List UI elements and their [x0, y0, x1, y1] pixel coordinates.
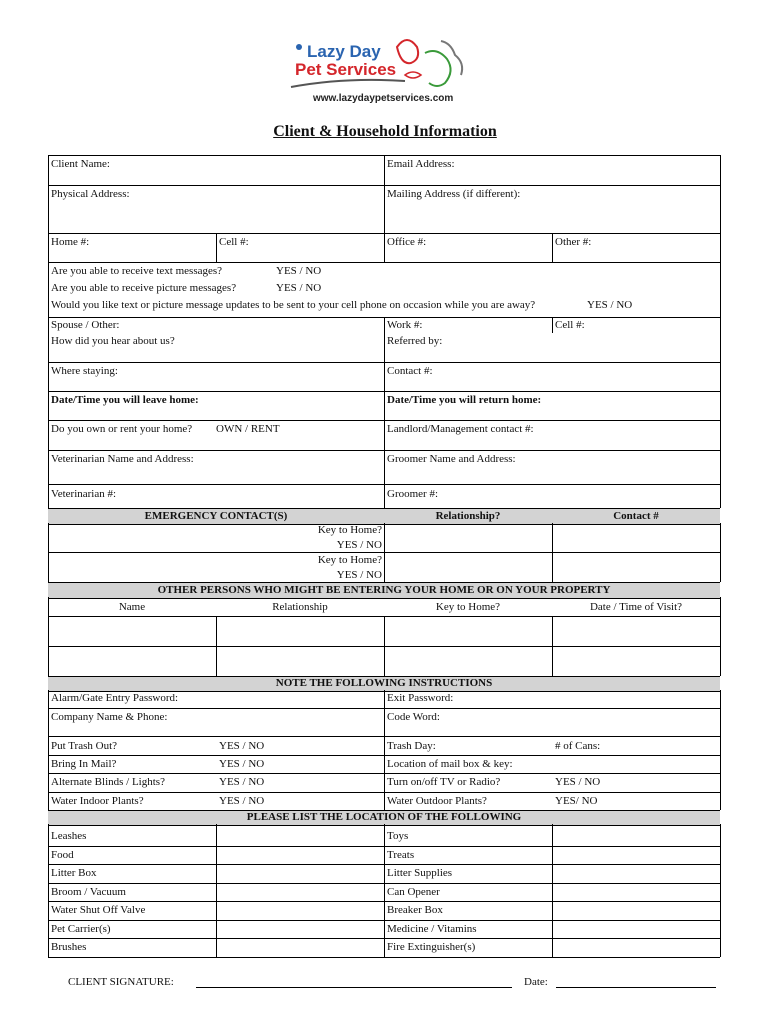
location-item-right: Breaker Box — [387, 904, 443, 916]
page-title: Client & Household Information — [273, 123, 497, 140]
office-phone-label: Office #: — [387, 236, 427, 248]
company-phone-label: Company Name & Phone: — [51, 711, 168, 723]
picture-messages-question: Are you able to receive picture messages? — [51, 282, 237, 294]
outdoor-plants-answer: YES/ NO — [555, 795, 598, 807]
exit-password-label: Exit Password: — [387, 692, 454, 704]
location-item-left: Broom / Vacuum — [51, 886, 126, 898]
location-item-left: Water Shut Off Valve — [51, 904, 146, 916]
other-persons-key-col: Key to Home? — [435, 601, 501, 613]
client-signature-label: CLIENT SIGNATURE: — [68, 976, 174, 988]
instructions-header: NOTE THE FOLLOWING INSTRUCTIONS — [275, 677, 493, 689]
veterinarian-name-label: Veterinarian Name and Address: — [51, 453, 194, 465]
indoor-plants-answer: YES / NO — [219, 795, 265, 807]
return-datetime-label: Date/Time you will return home: — [387, 394, 542, 406]
location-item-left: Brushes — [51, 941, 87, 953]
message-updates-question: Would you like text or picture message updates to be sent to your cell phone on occasion while you are away? — [51, 299, 536, 311]
pet-services-logo-icon — [285, 35, 485, 107]
where-staying-label: Where staying: — [51, 365, 118, 377]
home-phone-label: Home #: — [51, 236, 90, 248]
location-item-left: Leashes — [51, 830, 87, 842]
location-item-left: Pet Carrier(s) — [51, 923, 111, 935]
emergency-contacts-header: EMERGENCY CONTACT(S) — [144, 510, 288, 522]
signature-date-label: Date: — [524, 976, 548, 988]
mailbox-location-label: Location of mail box & key: — [387, 758, 513, 770]
other-persons-name-col: Name — [118, 601, 146, 613]
groomer-name-label: Groomer Name and Address: — [387, 453, 516, 465]
location-item-right: Fire Extinguisher(s) — [387, 941, 476, 953]
trash-out-label: Put Trash Out? — [51, 740, 118, 752]
location-item-right: Medicine / Vitamins — [387, 923, 477, 935]
referred-by-label: Referred by: — [387, 335, 443, 347]
svg-text:www.lazydaypetservices.com: www.lazydaypetservices.com — [313, 93, 454, 104]
mailing-address-label: Mailing Address (if different): — [387, 188, 521, 200]
outdoor-plants-label: Water Outdoor Plants? — [387, 795, 487, 807]
email-label: Email Address: — [387, 158, 455, 170]
text-messages-question: Are you able to receive text messages? — [51, 265, 223, 277]
company-logo — [285, 35, 485, 107]
text-messages-answer: YES / NO — [276, 265, 322, 277]
location-item-right: Toys — [387, 830, 409, 842]
emergency-key-answer-1: YES / NO — [336, 539, 382, 551]
location-item-right: Treats — [387, 849, 415, 861]
trash-out-answer: YES / NO — [219, 740, 265, 752]
tv-radio-answer: YES / NO — [555, 776, 601, 788]
bring-mail-answer: YES / NO — [219, 758, 265, 770]
physical-address-label: Physical Address: — [51, 188, 130, 200]
svg-text:Pet Services: Pet Services — [295, 60, 397, 79]
emergency-key-question-2: Key to Home? — [317, 554, 382, 566]
alarm-password-label: Alarm/Gate Entry Password: — [51, 692, 179, 704]
emergency-key-question-1: Key to Home? — [317, 524, 382, 536]
blinds-lights-label: Alternate Blinds / Lights? — [51, 776, 165, 788]
emergency-key-answer-2: YES / NO — [336, 569, 382, 581]
emergency-relationship-header: Relationship? — [435, 510, 501, 522]
message-updates-answer: YES / NO — [587, 299, 633, 311]
date-line[interactable] — [556, 987, 716, 988]
spouse-label: Spouse / Other: — [51, 319, 120, 331]
hear-about-us-label: How did you hear about us? — [51, 335, 175, 347]
client-name-label: Client Name: — [51, 158, 110, 170]
work-phone-label: Work #: — [387, 319, 423, 331]
location-item-right: Litter Supplies — [387, 867, 453, 879]
cell-phone-label: Cell #: — [219, 236, 249, 248]
code-word-label: Code Word: — [387, 711, 440, 723]
picture-messages-answer: YES / NO — [276, 282, 322, 294]
other-persons-relationship-col: Relationship — [272, 601, 328, 613]
contact-number-label: Contact #: — [387, 365, 433, 377]
own-rent-answer: OWN / RENT — [216, 423, 280, 435]
cans-count-label: # of Cans: — [555, 740, 601, 752]
locations-header: PLEASE LIST THE LOCATION OF THE FOLLOWING — [246, 811, 522, 823]
tv-radio-label: Turn on/off TV or Radio? — [387, 776, 501, 788]
bring-mail-label: Bring In Mail? — [51, 758, 117, 770]
emergency-contact-header: Contact # — [613, 510, 659, 522]
trash-day-label: Trash Day: — [387, 740, 436, 752]
landlord-contact-label: Landlord/Management contact #: — [387, 423, 534, 435]
veterinarian-number-label: Veterinarian #: — [51, 488, 117, 500]
svg-text:Lazy Day: Lazy Day — [307, 42, 381, 61]
own-rent-question: Do you own or rent your home? — [51, 423, 193, 435]
location-item-left: Litter Box — [51, 867, 97, 879]
other-phone-label: Other #: — [555, 236, 592, 248]
groomer-number-label: Groomer #: — [387, 488, 439, 500]
signature-line[interactable] — [196, 987, 512, 988]
indoor-plants-label: Water Indoor Plants? — [51, 795, 144, 807]
spouse-cell-label: Cell #: — [555, 319, 585, 331]
location-item-right: Can Opener — [387, 886, 440, 898]
blinds-lights-answer: YES / NO — [219, 776, 265, 788]
leave-datetime-label: Date/Time you will leave home: — [51, 394, 199, 406]
other-persons-date-col: Date / Time of Visit? — [589, 601, 683, 613]
other-persons-header: OTHER PERSONS WHO MIGHT BE ENTERING YOUR HOME OR ON YOUR PROPERTY — [157, 584, 611, 596]
location-item-left: Food — [51, 849, 74, 861]
